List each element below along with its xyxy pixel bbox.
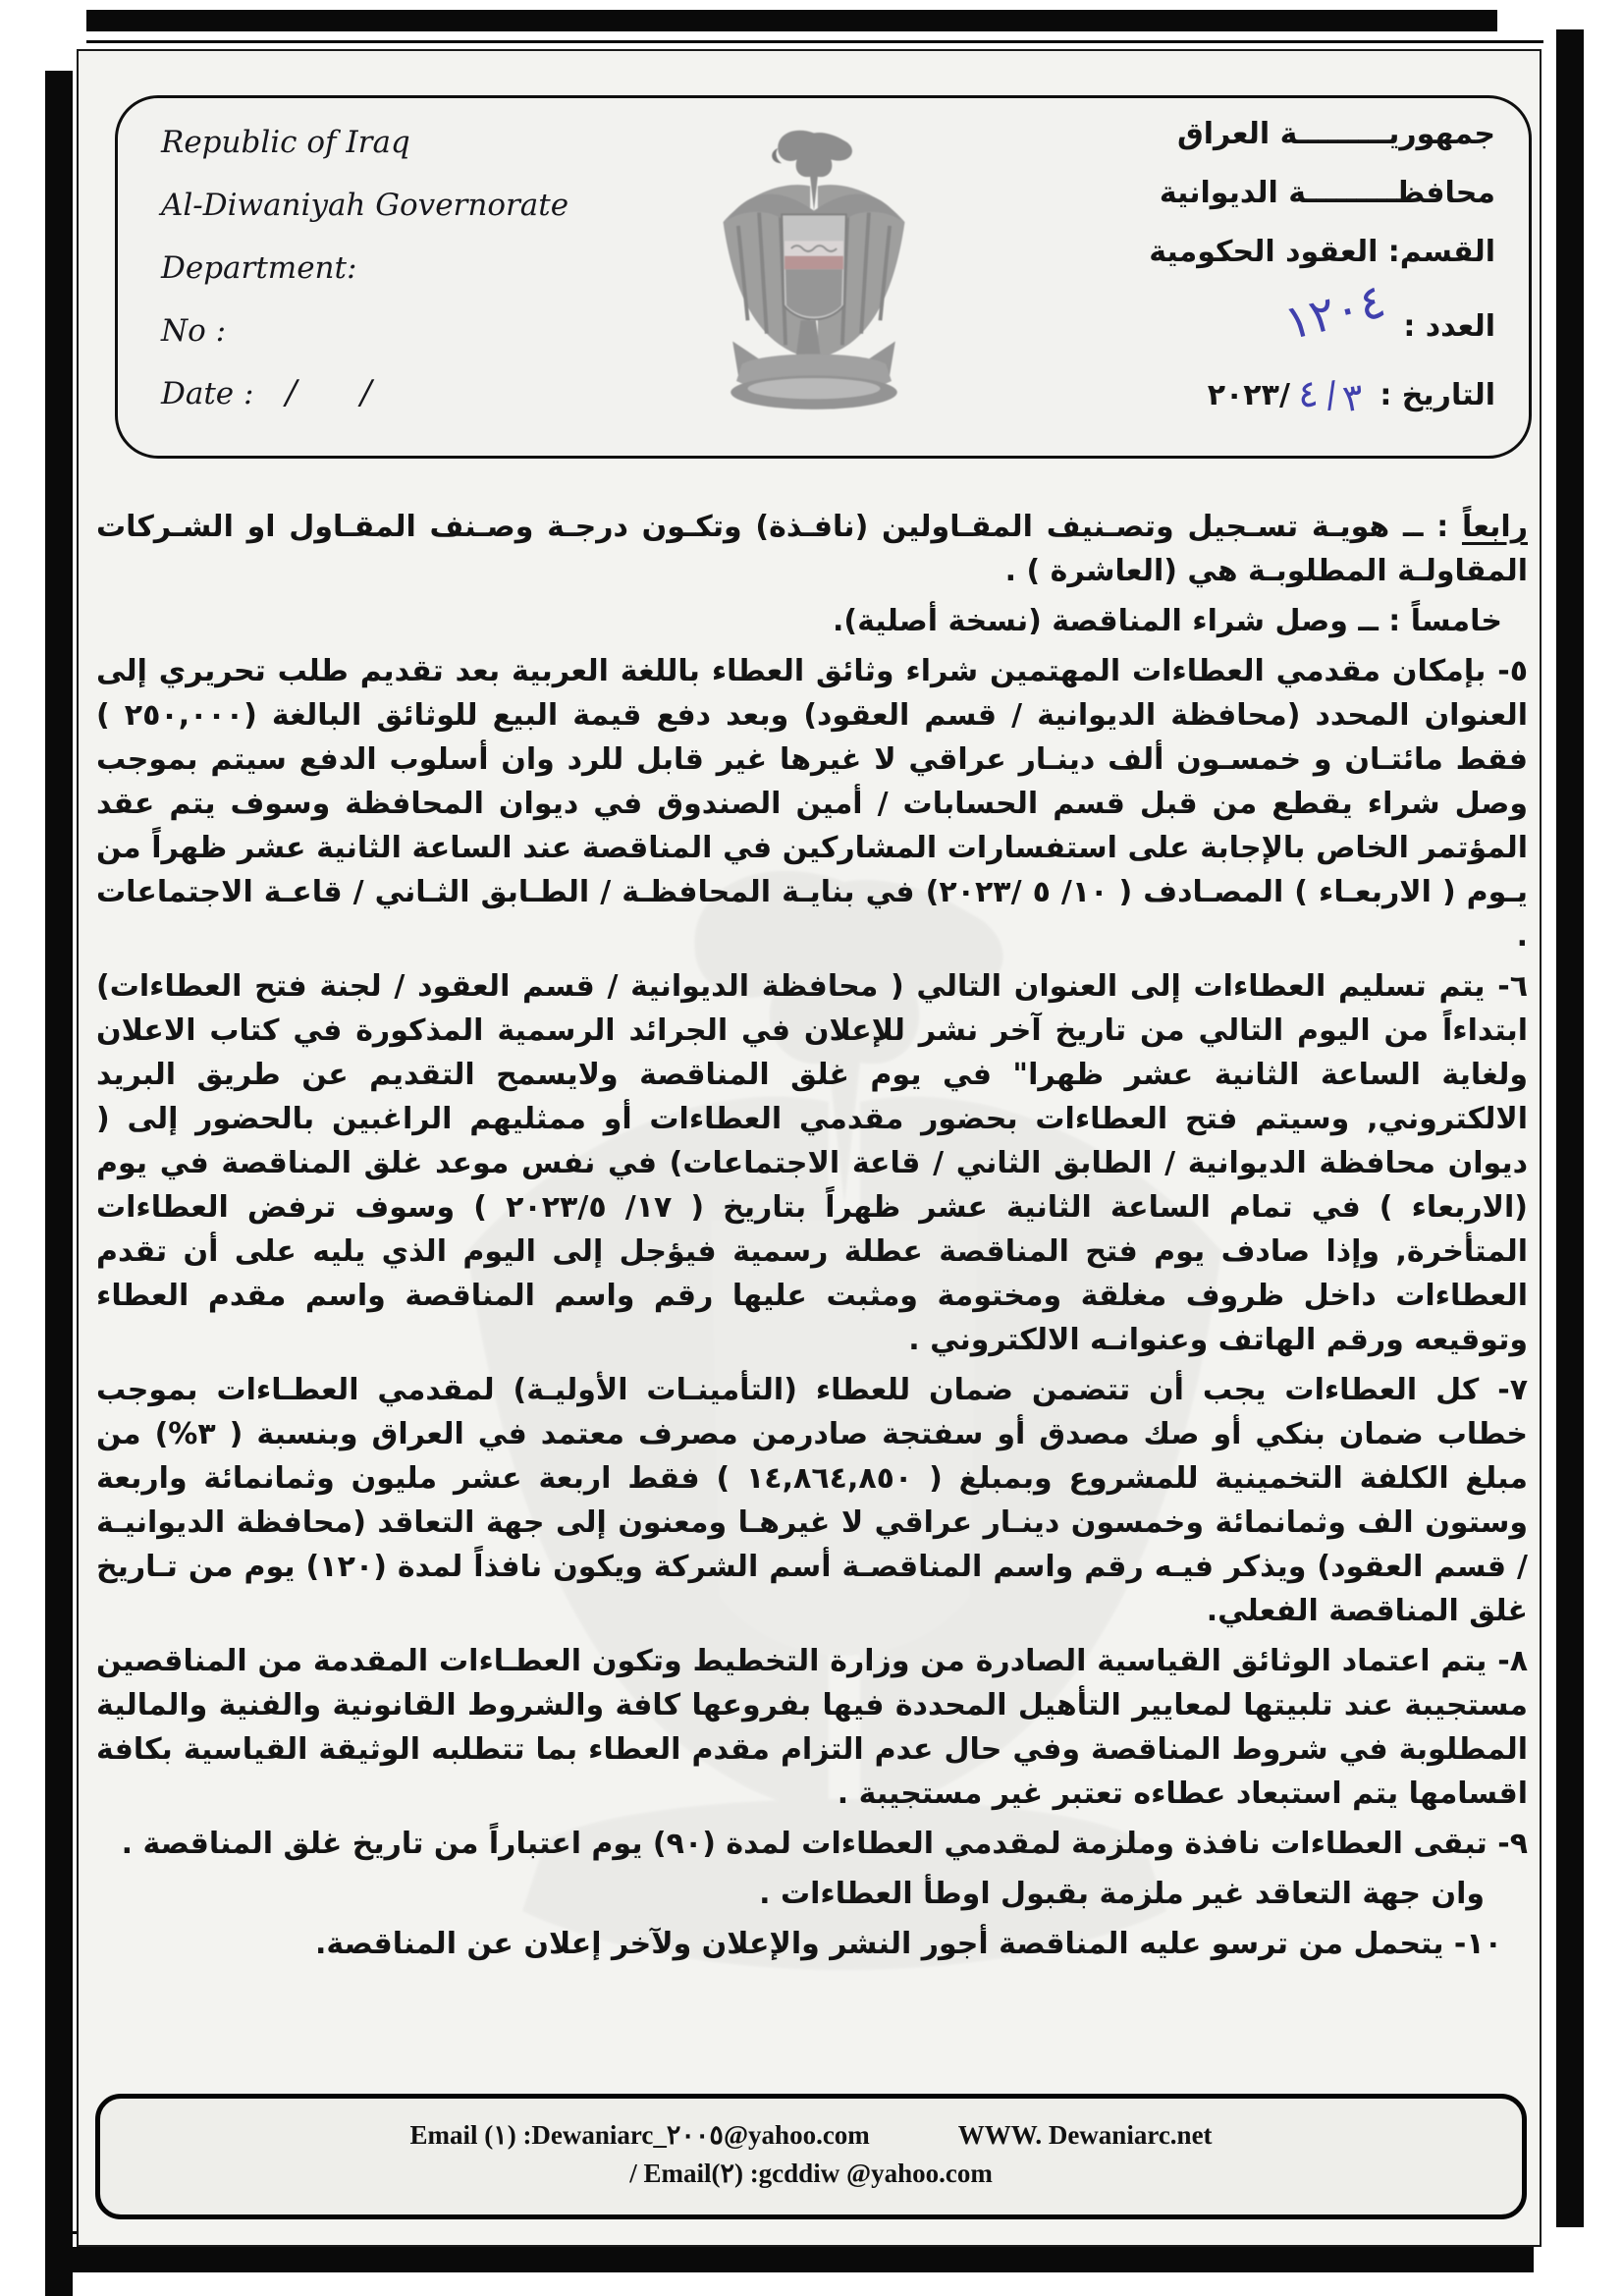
org-country-en: Republic of Iraq — [161, 125, 410, 160]
date-day-handwritten: ٣ — [1340, 374, 1368, 421]
clause-9b: وان جهة التعاقد غير ملزمة بقبول اوطأ العطاءات . — [759, 1877, 1485, 1911]
clause-9: ٩- تبقى العطاءات نافذة وملزمة لمقدمي العطاءات لمدة (٩٠) يوم اعتباراً من تاريخ غلق المناقصة . — [121, 1827, 1528, 1861]
clause-fifth: خامساً : ــ وصل شراء المناقصة (نسخة أصلية). — [832, 604, 1502, 638]
date-line-ar — [1149, 371, 1495, 421]
frame-line-top — [86, 40, 1543, 43]
letterhead-box — [115, 95, 1532, 459]
frame-bar-top — [86, 10, 1497, 31]
number-label-en: No : — [161, 313, 227, 349]
ref-number-handwritten: ١٢٠٤ — [1278, 273, 1391, 352]
date-line-en — [161, 373, 568, 412]
org-governorate-ar: محافظـــــــــة الديوانية — [1159, 176, 1495, 210]
clause-7: ٧- كل العطاءات يجب أن تتضمن ضمان للعطاء (التأمينـات الأوليـة) لمقدمي العطـاءات بموجب خطاب ضمان بنكي أو صك مصدق أو سفتجة صادرمن مصرف معتمد في العراق وبنسبة ( ٣%) من مبلغ الكلفة التخمينية للمشروع وبمبلغ ( ١٤,٨٦٤,٨٥٠ ) فقط اربعة عشر مليون وثمانمائة واربعة وستون الف وثمانمائة وخمسون دينـار عراقي لا غيرهـا ومعنون إلى جهة التعاقد (محافظة الديوانيـة / قسم العقود) ويذكر فيـه رقم واسم المناقصـة أسم الشركة ويكون نافذاً لمدة (١٢٠) يوم من تـاريخ غلق المناقصة الفعلي. — [96, 1373, 1528, 1628]
frame-bar-left — [45, 71, 73, 2296]
clause-6: ٦- يتم تسليم العطاءات إلى العنوان التالي ( محافظة الديوانية / قسم العقود / لجنة فتح العطاءات) ابتداءاً من اليوم التالي من تاريخ آخر نشر للإعلان في الجرائد الرسمية المذكورة في كتاب الاعلان ولغاية الساعة الثانية عشر ظهرا" في يوم غلق المناقصة ولايسمح التقديم عن طريق البريد الالكتروني, وسيتم فتح العطاءات بحضور مقدمي العطاءات أو ممثليهم الراغبين بالحضور إلى ( ديوان محافظة الديوانية / الطابق الثاني / قاعة الاجتماعات) في نفس موعد غلق المناقصة في يوم (الاربعاء ) في تمام الساعة الثانية عشر ظهراً بتاريخ ( ١٧‏/ ٥‏/٢٠٢٣ ) وسوف ترفض العطاءات المتأخرة, وإذا صادف يوم فتح المناقصة عطلة رسمية فيؤجل إلى اليوم الذي يليه على أن تقدم العطاءات داخل ظروف مغلقة ومختومة ومثبت عليها رقم واسم المناقصة واسم مقدم العطاء وتوقيعه ورقم الهاتف وعنوانـه الالكتروني . — [96, 969, 1528, 1357]
footer-email-2: / Email(٢) :gcddiw @yahoo.com — [629, 2159, 993, 2188]
department-line-ar: القسم: العقود الحكومية — [1149, 235, 1495, 269]
frame-bar-right — [1556, 29, 1584, 2227]
department-label-en: Department: — [161, 250, 357, 286]
clause-fourth — [96, 505, 1528, 593]
ref-number-label: العدد : — [1403, 309, 1495, 344]
date-month-handwritten: ٤ — [1296, 371, 1320, 416]
ref-number-line — [1149, 273, 1495, 352]
date-blank-slashes: / / — [253, 373, 372, 412]
tender-clauses — [96, 505, 1528, 1972]
footer-website: WWW. Dewaniarc.net — [957, 2120, 1213, 2150]
footer-contact-box — [95, 2094, 1527, 2219]
clause-fourth-text: : ــ هويـة تسـجيل وتصـنيف المقـاولين (نافـذة) وتكـون درجـة وصـنف المقـاول او الشـركات المقاولـة المطلوبـة هي (العاشرة ) . — [96, 510, 1528, 588]
footer-email-1: Email (١) :Dewaniarc_٢٠٠٥@yahoo.com — [409, 2120, 870, 2150]
org-governorate-en: Al-Diwaniyah Governorate — [161, 188, 569, 223]
paper-sheet — [77, 49, 1542, 2247]
letterhead-arabic-block — [1149, 117, 1495, 441]
footer-line-1 — [100, 2120, 1522, 2151]
date-label-en: Date : — [161, 376, 254, 411]
clause-fourth-lead: رابعاً — [1461, 510, 1528, 544]
clause-8: ٨- يتم اعتماد الوثائق القياسية الصادرة من وزارة التخطيط وتكون العطـاءات المقدمة من المناقصين مستجيبة عند تلبيتها لمعايير التأهيل المحددة فيها بفروعها كافة والشروط القانونية والفنية والمالية المطلوبة في شروط المناقصة وفي حال عدم التزام مقدم العطاء بما تتطلبه الوثيقة القياسية بكافة اقسامها يتم استبعاد عطاءه تعتبر غير مستجيبة . — [96, 1644, 1528, 1811]
date-year-printed: /٢٠٢٣ — [1207, 378, 1290, 412]
clause-10: ١٠- يتحمل من ترسو عليه المناقصة أجور النشر والإعلان ولآخر إعلان عن المناقصة. — [315, 1927, 1502, 1961]
iraq-eagle-emblem-icon — [710, 112, 918, 440]
date-label-ar: التاريخ : — [1380, 378, 1495, 412]
date-separator-handwritten: / — [1323, 374, 1341, 416]
frame-bar-bottom — [59, 2247, 1534, 2272]
org-country-ar: جمهوريـــــــــة العراق — [1176, 117, 1495, 151]
letterhead-english-block — [161, 125, 569, 442]
clause-5: ٥- بإمكان مقدمي العطاءات المهتمين شراء وثائق العطاء باللغة العربية بعد تقديم طلب تحريري إلى العنوان المحدد (محافظة الديوانية / قسم العقود) وبعد دفع قيمة البيع للوثائق البالغة (٢٥٠,٠٠٠ ) فقط مائتـان و خمسـون ألف دينـار عراقي لا غيرها غير قابل للرد وان أسلوب الدفع سيتم بموجب وصل شراء يقطع من قبل قسم الحسابات / أمين الصندوق في ديوان المحافظة وسوف يتم عقد المؤتمر الخاص بالإجابة على استفسارات المشاركين في المناقصة عند الساعة الثانية عشر ظهراً من يـوم ( الاربعـاء ) المصـادف ( ١٠‏/ ٥‏ /٢٠٢٣) في بنايـة المحافظـة / الطـابق الثـاني / قاعـة الاجتماعات . — [96, 654, 1528, 954]
